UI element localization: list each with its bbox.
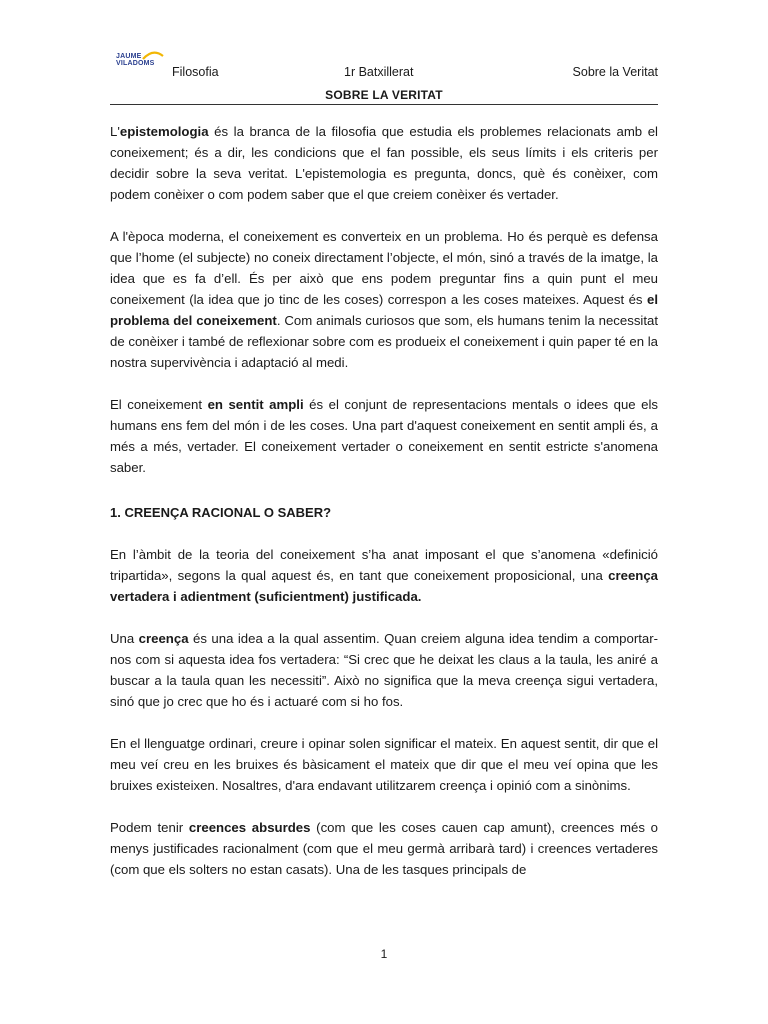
- page-number: 1: [380, 947, 388, 961]
- text-run: En l’àmbit de la teoria del coneixement s’ha anat imposant el que s’anomena «definició tripartida», segons la qual aquest és, en tant que coneixement proposicional, una: [110, 547, 658, 583]
- document-title: SOBRE LA VERITAT: [325, 88, 443, 102]
- header-course: 1r Batxillerat: [344, 65, 414, 79]
- text-run: En el llenguatge ordinari, creure i opinar solen significar el mateix. En aquest sentit, dir que el meu veí creu en les bruixes és bàsicament el mateix que dir que el meu veí opina que les bruixes existeixen. Nosaltres, d'ara endavant utilitzarem creença i opinió com a sinònims.: [110, 736, 658, 793]
- paragraph: [110, 226, 658, 373]
- bold-term: en sentit ampli: [207, 397, 304, 412]
- logo-line-2: VILADOMS: [116, 60, 155, 67]
- text-run: (com que les coses cauen cap amunt), creences més o menys justificades racionalment (com que el meu germà arribarà tard) i creences vertaderes (com que els solters no estan casats). Una de les tasques principals de: [110, 820, 658, 877]
- text-run: A l'època moderna, el coneixement es converteix en un problema. Ho és perquè es defensa que l’home (el subjecte) no coneix directament l’objecte, el món, sinó a través de la imatge, la idea que es fa d’ell. És per això que ens podem preguntar fins a quin punt el meu coneixement (la idea que jo tinc de les coses) correspon a les coses mateixes. Aquest és: [110, 229, 658, 307]
- paragraph: [110, 121, 658, 205]
- bold-term: el problema del coneixement: [110, 292, 658, 328]
- text-run: és una idea a la qual assentim. Quan creiem alguna idea tendim a comportar-nos com si aquesta idea fos vertadera: “Si crec que he deixat les claus a la taula, les aniré a buscar a la taula quan les necessiti”. Això no significa que la meva creença sigui vertadera, sinó que jo crec que ho és i actuaré com si ho fos.: [110, 631, 659, 709]
- text-run: Podem tenir: [110, 820, 189, 835]
- school-logo: [116, 50, 170, 74]
- document-body: [110, 121, 658, 901]
- text-run: Una: [110, 631, 139, 646]
- header-subject: Filosofia: [172, 65, 219, 79]
- paragraph: [110, 544, 658, 607]
- paragraph: [110, 394, 658, 478]
- header-divider: [110, 104, 658, 105]
- logo-line-1: JAUME: [116, 53, 142, 60]
- text-run: és el conjunt de representacions mentals o idees que els humans ens fem del món i de les coses. Una part d'aquest coneixement en sentit ampli és, a més a més, vertader. El coneixement vertader o coneixement en sentit estricte s'anomena saber.: [110, 397, 658, 475]
- paragraph: [110, 733, 658, 796]
- bold-term: epistemologia: [119, 124, 209, 139]
- text-run: L': [110, 124, 120, 139]
- paragraph: [110, 817, 658, 880]
- bold-term: creença vertadera i adientment (suficientment) justificada.: [110, 568, 658, 604]
- paragraph: [110, 628, 658, 712]
- header-topic: Sobre la Veritat: [572, 65, 658, 79]
- text-run: és la branca de la filosofia que estudia els problemes relacionats amb el coneixement; és a dir, les condicions que el fan possible, els seus límits i els criteris per decidir sobre la seva veritat. L'epistemologia es pregunta, doncs, què és conèixer, com podem conèixer o com podem saber que el que creiem conèixer és vertader.: [110, 124, 658, 202]
- bold-term: creença: [138, 631, 189, 646]
- bold-term: creences absurdes: [188, 820, 311, 835]
- page-header: [110, 50, 658, 106]
- text-run: El coneixement: [110, 397, 208, 412]
- section-heading: 1. CREENÇA RACIONAL O SABER?: [110, 505, 332, 520]
- text-run: . Com animals curiosos que som, els humans tenim la necessitat de conèixer i també de reflexionar sobre com es produeix el coneixement i quin paper té en la nostra supervivència i adaptació al medi.: [110, 313, 658, 370]
